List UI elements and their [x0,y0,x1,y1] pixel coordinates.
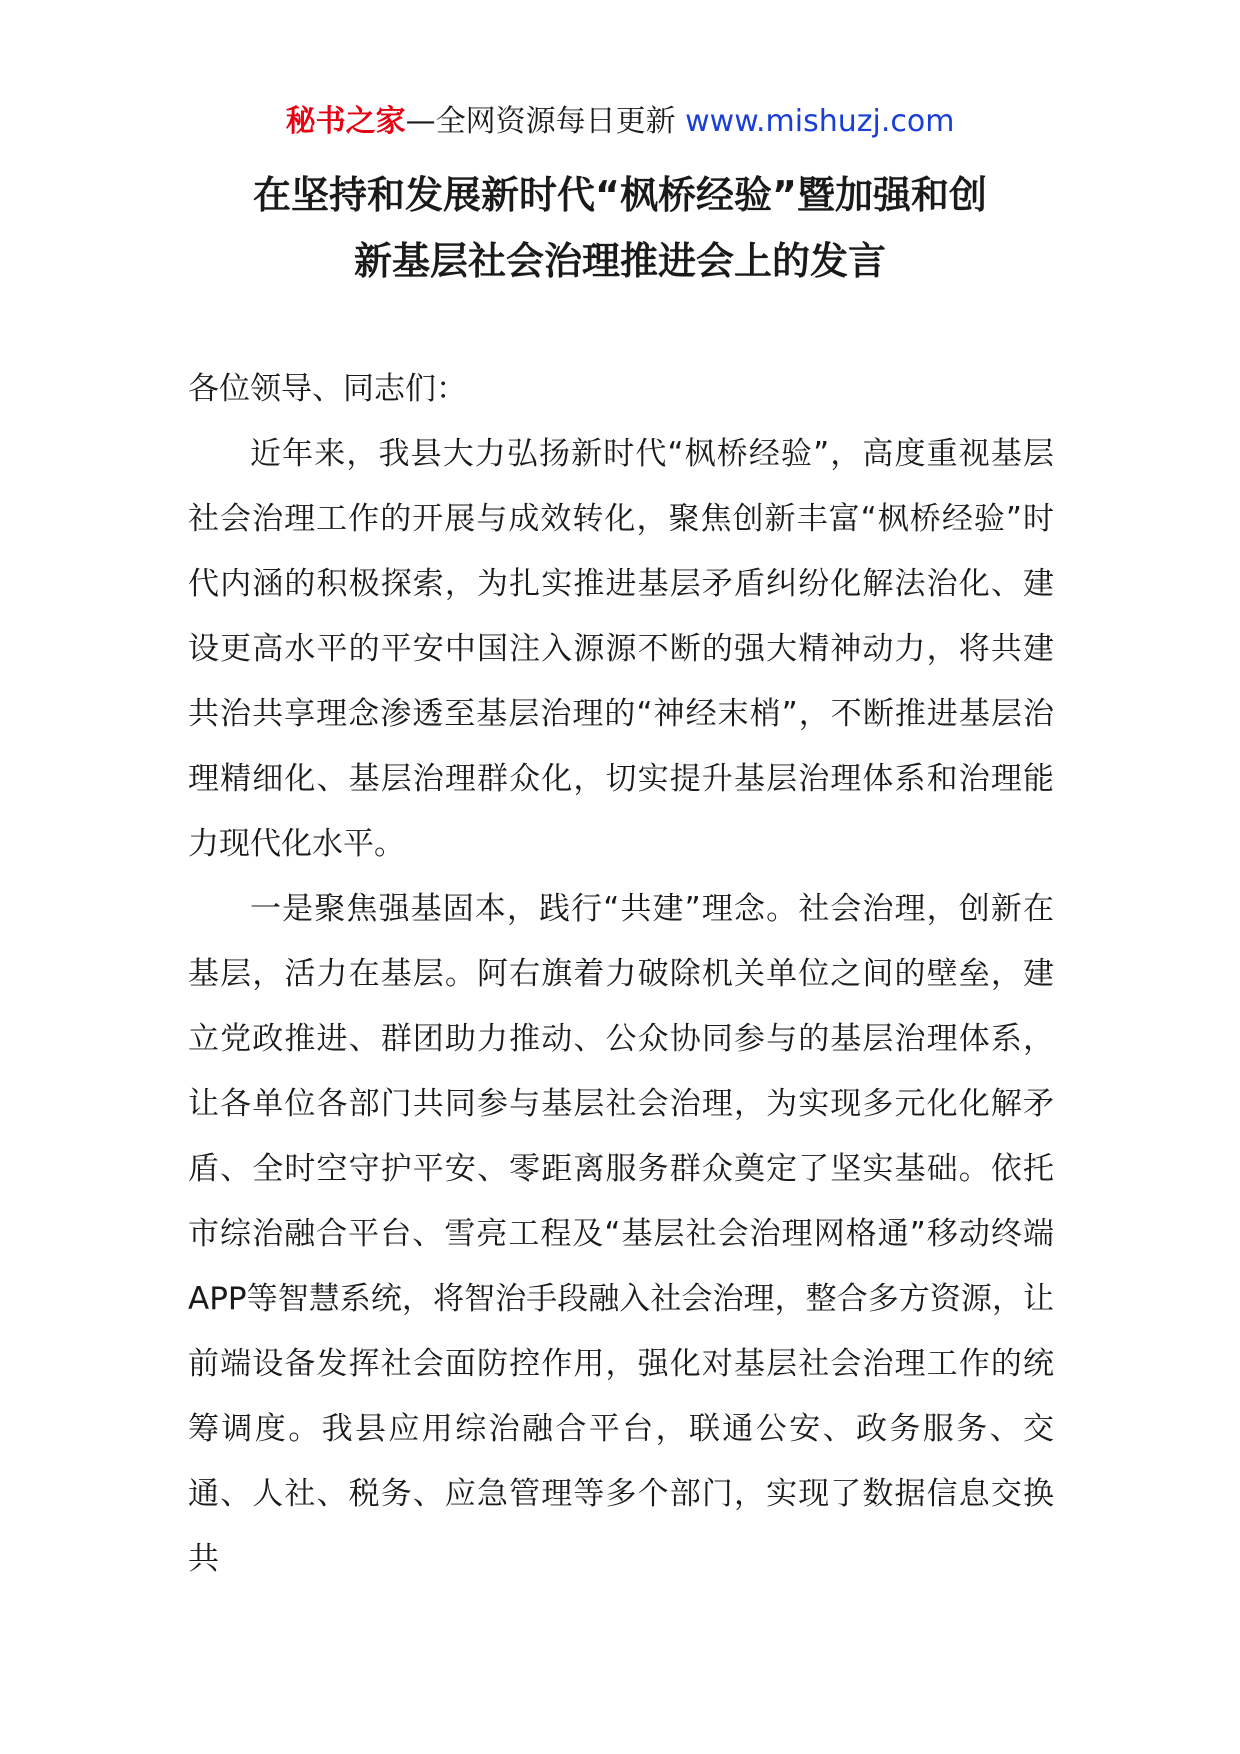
greeting: 各位领导、同志们： [188,371,467,407]
title-line-1: 在坚持和发展新时代“枫桥经验”暨加强和创 [253,173,987,217]
title-line-2: 新基层社会治理推进会上的发言 [353,239,886,283]
document-title [180,162,1060,294]
document-body [188,357,1054,1592]
header-tagline: —全网资源每日更新 [405,104,686,139]
paragraph-point-one: 一是聚焦强基固本，践行“共建”理念。社会治理，创新在基层，活力在基层。阿右旗着力破除机关单位之间的壁垒，建立党政推进、群团助力推动、公众协同参与的基层治理体系，让各单位各部门共同参与基层社会治理，为实现多元化化解矛盾、全时空守护平安、零距离服务群众奠定了坚实基础。依托市综治融合平台、雪亮工程及“基层社会治理网格通”移动终端APP等智慧系统，将智治手段融入社会治理，整合多方资源，让前端设备发挥社会面防控作用，强化对基层社会治理工作的统筹调度。我县应用综治融合平台，联通公安、政务服务、交通、人社、税务、应急管理等多个部门，实现了数据信息交换共 [188,891,1054,1577]
paragraph-intro: 近年来，我县大力弘扬新时代“枫桥经验”，高度重视基层社会治理工作的开展与成效转化，聚焦创新丰富“枫桥经验”时代内涵的积极探索，为扎实推进基层矛盾纠纷化解法治化、建设更高水平的平安中国注入源源不断的强大精神动力，将共建共治共享理念渗透至基层治理的“神经末梢”，不断推进基层治理精细化、基层治理群众化，切实提升基层治理体系和治理能力现代化水平。 [188,436,1054,862]
site-url-link[interactable]: www.mishuzj.com [685,104,955,139]
brand-name: 秘书之家 [285,104,406,139]
site-header [0,100,1240,144]
